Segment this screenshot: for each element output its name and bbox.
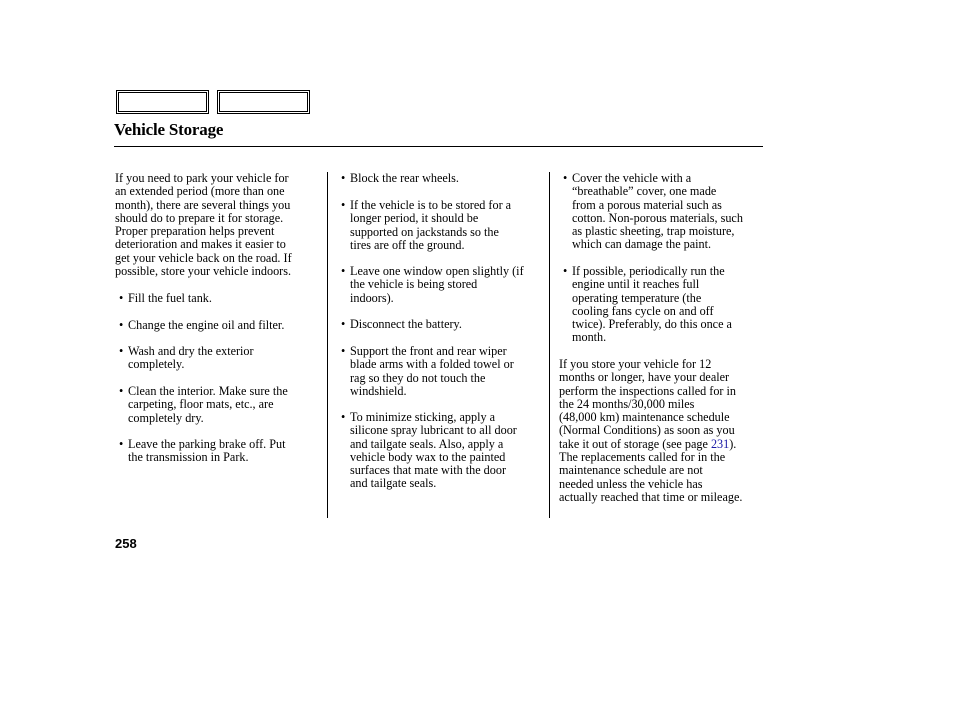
- bullet-icon: •: [119, 437, 124, 451]
- text-line: month.: [572, 330, 607, 345]
- title-rule: [114, 146, 763, 147]
- text-line: If you need to park your vehicle for: [115, 171, 289, 185]
- bullet-icon: •: [341, 344, 346, 358]
- text-line: carpeting, floor mats, etc., are: [128, 397, 274, 412]
- text-line: cotton. Non-porous materials, such: [572, 210, 743, 225]
- text-line: supported on jackstands so the: [350, 224, 499, 239]
- bullet-item: [341, 318, 546, 331]
- text-line: should do to prepare it for storage.: [115, 210, 284, 225]
- text-line-with-link: [559, 438, 769, 451]
- text-line: actually reached that time or mileage.: [559, 489, 743, 504]
- text-line: from a porous material such as: [572, 197, 722, 212]
- text-line: longer period, it should be: [350, 211, 479, 226]
- text-line: Disconnect the battery.: [350, 317, 462, 331]
- text-line: perform the inspections called for in: [559, 383, 736, 398]
- bullet-item: [563, 172, 772, 252]
- text-line: indoors).: [350, 290, 394, 305]
- closing-paragraph: [559, 358, 769, 504]
- text-line: months or longer, have your dealer: [559, 370, 730, 385]
- text-line: Change the engine oil and filter.: [128, 318, 285, 332]
- text-line: engine until it reaches full: [572, 277, 700, 292]
- text-line: which can damage the paint.: [572, 237, 712, 252]
- text-line: Fill the fuel tank.: [128, 291, 212, 305]
- column-divider-1: [327, 172, 328, 518]
- text-line: as plastic sheeting, trap moisture,: [572, 224, 735, 239]
- text-line: tires are off the ground.: [350, 237, 465, 252]
- bullet-icon: •: [341, 264, 346, 278]
- bullet-item: [563, 265, 772, 345]
- text-line: needed unless the vehicle has: [559, 476, 703, 491]
- text-line: and tailgate seals.: [350, 476, 437, 491]
- text-line: The replacements called for in the: [559, 450, 726, 465]
- bullet-icon: •: [119, 344, 124, 358]
- text-line: To minimize sticking, apply a: [350, 410, 496, 424]
- bullet-icon: •: [341, 317, 346, 331]
- text-line: completely dry.: [128, 410, 204, 425]
- text-line: Clean the interior. Make sure the: [128, 384, 288, 398]
- link-suffix: ).: [729, 436, 737, 451]
- bullet-item: [119, 345, 324, 372]
- bullet-item: [119, 438, 324, 465]
- text-line: surfaces that mate with the door: [350, 463, 507, 478]
- text-line: twice). Preferably, do this once a: [572, 317, 732, 332]
- text-line: get your vehicle back on the road. If: [115, 250, 292, 265]
- text-line: maintenance schedule are not: [559, 463, 703, 478]
- bullet-item: [119, 385, 324, 425]
- bullet-icon: •: [119, 291, 124, 305]
- text-line: Leave one window open slightly (if: [350, 264, 524, 278]
- text-line: Leave the parking brake off. Put: [128, 437, 286, 451]
- text-line: possible, store your vehicle indoors.: [115, 264, 292, 279]
- text-line: If you store your vehicle for 12: [559, 357, 712, 371]
- bullet-icon: •: [341, 171, 346, 185]
- text-line: (Normal Conditions) as soon as you: [559, 423, 735, 438]
- text-line: Wash and dry the exterior: [128, 344, 254, 358]
- bullet-item: [341, 411, 546, 491]
- text-line: windshield.: [350, 383, 407, 398]
- text-line: rag so they do not touch the: [350, 370, 486, 385]
- text-line: vehicle body wax to the painted: [350, 449, 506, 464]
- text-line: blade arms with a folded towel or: [350, 357, 514, 372]
- bullet-icon: •: [563, 171, 568, 185]
- bullet-icon: •: [341, 410, 346, 424]
- text-line: deterioration and makes it easier to: [115, 237, 286, 252]
- page-reference-link[interactable]: 231: [710, 436, 730, 451]
- text-line: cooling fans cycle on and off: [572, 303, 714, 318]
- bullet-item: [119, 292, 324, 305]
- bullet-icon: •: [119, 318, 124, 332]
- text-line: Block the rear wheels.: [350, 171, 459, 185]
- bullet-item: [119, 319, 324, 332]
- bullet-icon: •: [563, 264, 568, 278]
- text-line: Support the front and rear wiper: [350, 344, 507, 358]
- bullet-item: [341, 172, 546, 185]
- text-line: the vehicle is being stored: [350, 277, 478, 292]
- bullet-item: [341, 199, 546, 252]
- text-line: If possible, periodically run the: [572, 264, 725, 278]
- text-line: month), there are several things you: [115, 197, 291, 212]
- bullet-item: [341, 265, 546, 305]
- text-line: completely.: [128, 357, 185, 372]
- bullet-icon: •: [341, 198, 346, 212]
- text-line: the transmission in Park.: [128, 450, 249, 465]
- text-line: and tailgate seals. Also, apply a: [350, 436, 504, 451]
- text-line: operating temperature (the: [572, 290, 702, 305]
- text-line: (48,000 km) maintenance schedule: [559, 410, 730, 425]
- nav-tab-next[interactable]: [217, 90, 310, 114]
- text-line: an extended period (more than one: [115, 184, 285, 199]
- text-line: “breathable” cover, one made: [572, 184, 717, 199]
- text-line: Cover the vehicle with a: [572, 171, 692, 185]
- page-number: 258: [115, 536, 137, 551]
- nav-tab-previous[interactable]: [116, 90, 209, 114]
- column-divider-2: [549, 172, 550, 518]
- text-line: If the vehicle is to be stored for a: [350, 198, 512, 212]
- bullet-icon: •: [119, 384, 124, 398]
- text-line: the 24 months/30,000 miles: [559, 396, 695, 411]
- text-line: silicone spray lubricant to all door: [350, 423, 517, 438]
- text-line: Proper preparation helps prevent: [115, 224, 275, 239]
- bullet-item: [341, 345, 546, 398]
- page-title: Vehicle Storage: [114, 120, 224, 139]
- link-prefix: take it out of storage (see page: [559, 436, 711, 451]
- intro-paragraph: [115, 172, 320, 278]
